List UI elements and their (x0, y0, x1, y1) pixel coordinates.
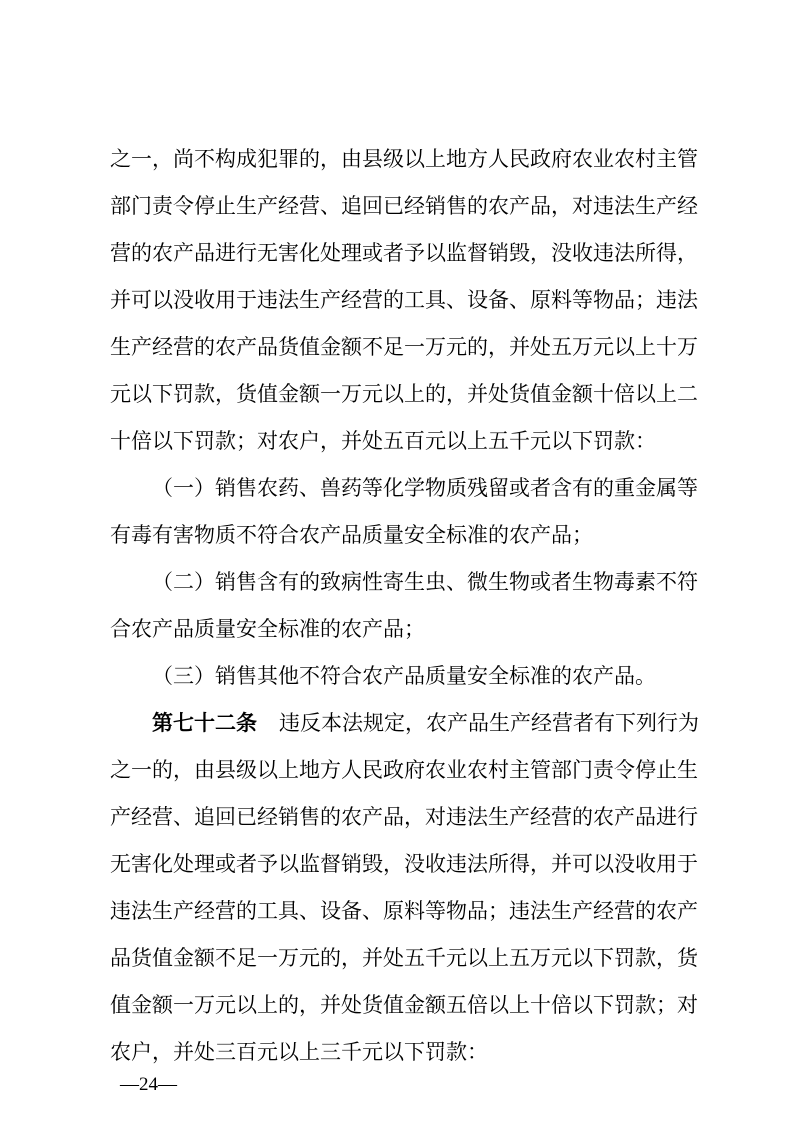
body-text-line: 之一的，由县级以上地方人民政府农业农村主管部门责令停止生 (110, 758, 698, 782)
list-item-line: 合农产品质量安全标准的农产品； (110, 617, 425, 641)
body-text-line: 十倍以下罚款；对农户，并处五百元以上五千元以下罚款： (110, 429, 656, 453)
body-text-line: 产经营、追回已经销售的农产品，对违法生产经营的农产品进行 (110, 805, 698, 829)
body-text-line: 违法生产经营的工具、设备、原料等物品；违法生产经营的农产 (110, 899, 698, 923)
body-text-line: 之一，尚不构成犯罪的，由县级以上地方人民政府农业农村主管 (110, 147, 698, 171)
body-text-line: 并可以没收用于违法生产经营的工具、设备、原料等物品；违法 (110, 288, 698, 312)
list-item-line: （一）销售农药、兽药等化学物质残留或者含有的重金属等 (152, 476, 698, 500)
body-text-line: 值金额一万元以上的，并处货值金额五倍以上十倍以下罚款；对 (110, 993, 698, 1017)
body-text-line: 部门责令停止生产经营、追回已经销售的农产品，对违法生产经 (110, 194, 698, 218)
body-text-line: 营的农产品进行无害化处理或者予以监督销毁，没收违法所得， (110, 241, 698, 265)
article-text: 违反本法规定，农产品生产经营者有下列行为 (279, 711, 699, 735)
body-text-line: 农户，并处三百元以上三千元以下罚款： (110, 1040, 488, 1064)
page-number: —24— (120, 1074, 177, 1095)
body-text-line: 品货值金额不足一万元的，并处五千元以上五万元以下罚款，货 (110, 946, 698, 970)
list-item-line: 有毒有害物质不符合农产品质量安全标准的农产品； (110, 523, 593, 547)
article-first-line (152, 703, 699, 743)
body-text-line: 元以下罚款，货值金额一万元以上的，并处货值金额十倍以上二 (110, 382, 698, 406)
body-text-line: 生产经营的农产品货值金额不足一万元的，并处五万元以上十万 (110, 335, 698, 359)
list-item-line: （三）销售其他不符合农产品质量安全标准的农产品。 (152, 664, 656, 688)
list-item-line: （二）销售含有的致病性寄生虫、微生物或者生物毒素不符 (152, 570, 698, 594)
article-heading: 第七十二条 (152, 711, 257, 735)
body-text-line: 无害化处理或者予以监督销毁，没收违法所得，并可以没收用于 (110, 852, 698, 876)
